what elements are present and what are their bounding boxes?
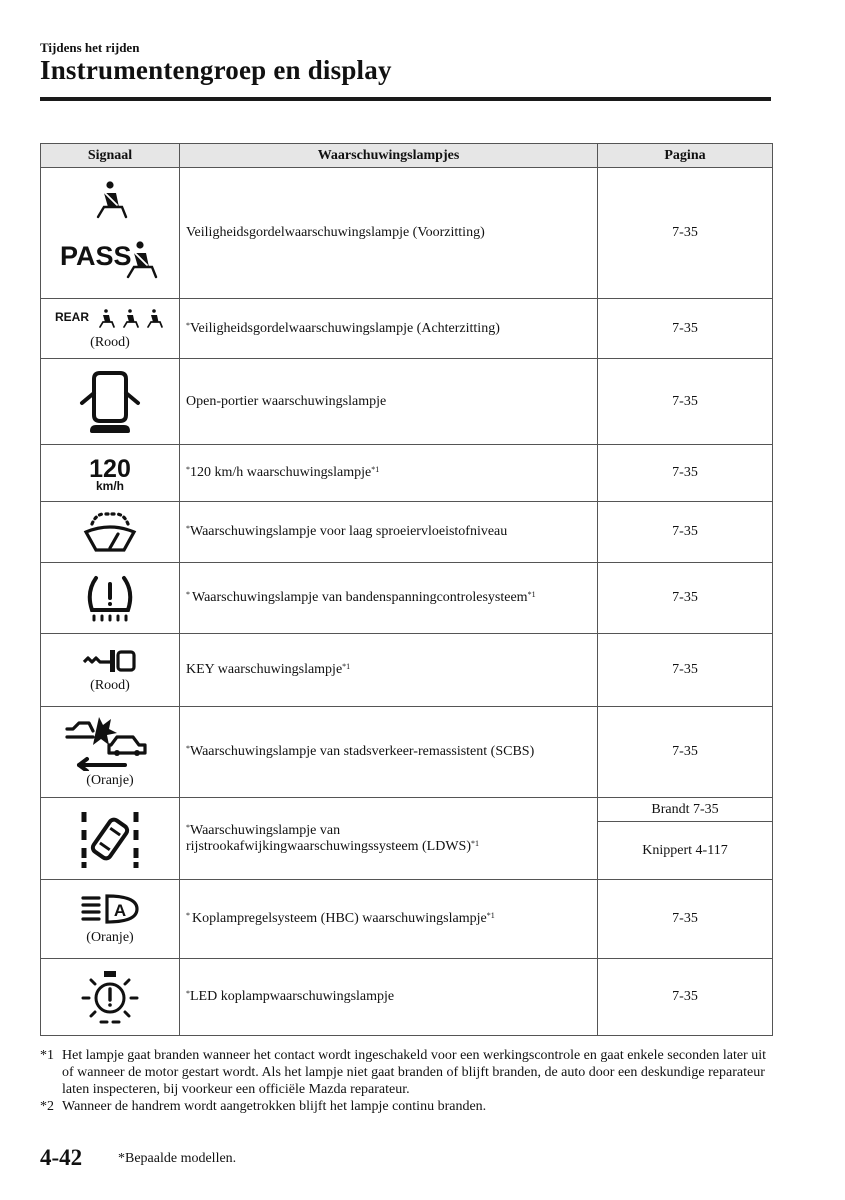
speed-number: 120	[89, 455, 131, 483]
footnote	[40, 1047, 775, 1098]
open-door-icon	[78, 369, 142, 435]
warning-lights-table	[40, 143, 773, 1036]
page-number: 4-42	[40, 1145, 83, 1170]
page-cell: 7-35	[598, 299, 773, 359]
description-cell: *Waarschuwingslampje van rijstrookafwijkingwaarschuwingssysteem (LDWS)$^{*1}$	[180, 798, 598, 880]
pass-label: PASS	[60, 241, 132, 271]
hbc-letter: A	[113, 901, 127, 920]
footnote-text: Het lampje gaat branden wanneer het contact wordt ingeschakeld voor een werkingscontrole en gaat enkele seconden later uit of wanneer de motor gestart wordt. Als het lampje niet gaat branden of blijft branden, de auto door een deskundige reparateur laten inspecteren, bij voorkeur een officiële Mazda reparateur.	[62, 1048, 766, 1097]
page-cell: 7-35	[598, 959, 773, 1036]
description-cell: *Veiligheidsgordelwaarschuwingslampje (Achterzitting)	[180, 299, 598, 359]
seatbelt-pass-icon	[58, 173, 162, 293]
lane-departure-icon	[78, 808, 142, 870]
footnote-text: Wanneer de handrem wordt aangetrokken blijft het lampje continu branden.	[62, 1099, 487, 1114]
footnote-mark: *2	[40, 1099, 54, 1114]
signal-cell	[41, 299, 180, 359]
table-row	[41, 959, 773, 1036]
colour-label: (Oranje)	[86, 773, 134, 788]
description-cell: *LED koplampwaarschuwingslampje	[180, 959, 598, 1036]
rear-label: REAR	[54, 309, 89, 324]
tire-pressure-icon	[82, 572, 138, 624]
page-cell: 7-35	[598, 359, 773, 445]
page-cell: 7-35	[598, 445, 773, 502]
seatbelt-icon	[128, 241, 156, 277]
signal-cell	[41, 168, 180, 299]
colour-label: (Oranje)	[86, 930, 134, 945]
hbc-icon	[79, 892, 141, 928]
table-row	[41, 359, 773, 445]
table-row	[41, 798, 773, 822]
signal-cell	[41, 563, 180, 634]
signal-cell	[41, 959, 180, 1036]
title-rule	[40, 97, 771, 101]
signal-cell	[41, 445, 180, 502]
signal-cell	[41, 634, 180, 707]
footnote-mark: *1	[40, 1048, 54, 1063]
table-header-row	[41, 144, 773, 168]
speed-unit: km/h	[95, 479, 125, 493]
page-cell: Brandt 7-35	[598, 798, 773, 822]
page-title: Instrumentengroep en display	[40, 55, 392, 85]
colour-label: (Rood)	[90, 334, 130, 350]
description-cell: *Waarschuwingslampje voor laag sproeiervloeistofniveau	[180, 502, 598, 563]
page-cell: 7-35	[598, 880, 773, 959]
led-headlight-icon	[79, 968, 141, 1026]
scbs-icon	[65, 715, 155, 771]
description-cell: Open-portier waarschuwingslampje	[180, 359, 598, 445]
table-row	[41, 168, 773, 299]
colour-label: (Rood)	[90, 678, 130, 693]
table-row	[41, 563, 773, 634]
description-cell: *Waarschuwingslampje van stadsverkeer-remassistent (SCBS)	[180, 707, 598, 798]
footnotes	[40, 1047, 775, 1115]
section-label: Tijdens het rijden	[40, 40, 140, 55]
models-note: *Bepaalde modellen.	[118, 1151, 237, 1166]
page-cell: 7-35	[598, 707, 773, 798]
table-row	[41, 502, 773, 563]
description-cell: Veiligheidsgordelwaarschuwingslampje (Voorzitting)	[180, 168, 598, 299]
header-page: Pagina	[598, 144, 773, 168]
speed-120-icon	[85, 453, 135, 493]
table-row	[41, 634, 773, 707]
page-cell: Knippert 4-117	[598, 822, 773, 880]
header-warning-lights: Waarschuwingslampjes	[180, 144, 598, 168]
description-cell: KEY waarschuwingslampje$^{*1}$	[180, 634, 598, 707]
signal-cell	[41, 707, 180, 798]
page-cell: 7-35	[598, 634, 773, 707]
rear-seatbelt-icon	[53, 307, 168, 333]
table-row	[41, 707, 773, 798]
signal-cell	[41, 359, 180, 445]
description-cell: *120 km/h waarschuwingslampje$^{*1}$	[180, 445, 598, 502]
description-cell: * Koplampregelsysteem (HBC) waarschuwingslampje$^{*1}$	[180, 880, 598, 959]
seatbelt-icon	[98, 181, 126, 217]
table-row	[41, 445, 773, 502]
page-cell: 7-35	[598, 168, 773, 299]
washer-fluid-icon	[82, 510, 138, 554]
footnote	[40, 1098, 775, 1115]
signal-cell	[41, 502, 180, 563]
table-row	[41, 880, 773, 959]
signal-cell	[41, 880, 180, 959]
page-cell: 7-35	[598, 563, 773, 634]
signal-cell	[41, 798, 180, 880]
key-icon	[82, 646, 138, 676]
description-cell: * Waarschuwingslampje van bandenspanningcontrolesysteem$^{*1}$	[180, 563, 598, 634]
header-signal: Signaal	[41, 144, 180, 168]
page-cell: 7-35	[598, 502, 773, 563]
table-row	[41, 299, 773, 359]
